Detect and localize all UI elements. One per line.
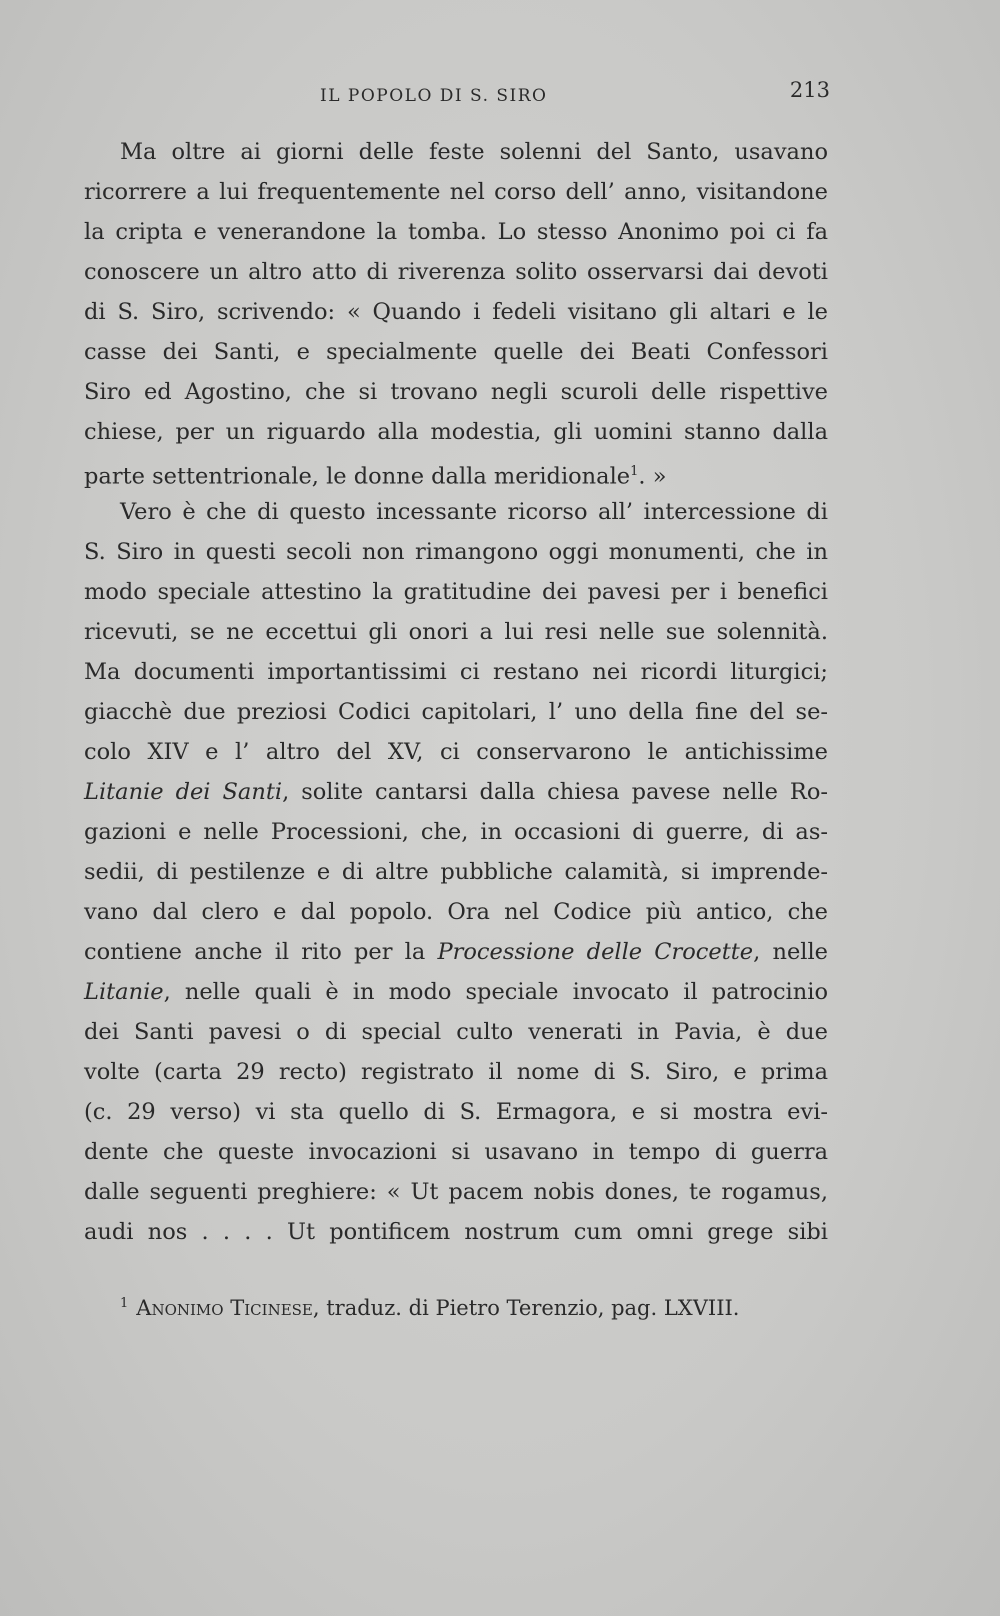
text-line: dei Santi pavesi o di special culto venerati in Pavia, è due [84, 1019, 828, 1045]
footnote [120, 1296, 820, 1320]
text-line: Vero è che di questo incessante ricorso all’ intercessione di [120, 499, 828, 525]
text-line [84, 932, 828, 972]
italic-title: Processione delle Crocette [437, 939, 754, 965]
text-line: di S. Siro, scrivendo: « Quando i fedeli visitano gli altari e le [84, 299, 828, 325]
italic-title: Litanie [84, 979, 164, 1005]
text-line: audi nos . . . . Ut pontificem nostrum cum omni grege sibi [84, 1219, 828, 1245]
text-line: volte (carta 29 recto) registrato il nome di S. Siro, e prima [84, 1059, 828, 1085]
text-line: Ma oltre ai giorni delle feste solenni del Santo, usavano [120, 139, 828, 165]
text-line: chiese, per un riguardo alla modestia, gli uomini stanno dalla [84, 419, 828, 445]
footnote-mark: 1 [120, 1296, 129, 1311]
text-line: conoscere un altro atto di riverenza solito osservarsi dai devoti [84, 259, 828, 285]
text-line: colo XIV e l’ altro del XV, ci conservarono le antichissime [84, 739, 828, 765]
text-line [84, 452, 828, 492]
running-title: IL POPOLO DI S. SIRO [320, 86, 548, 106]
text-line: giacchè due preziosi Codici capitolari, l’ uno della fine del se- [84, 699, 828, 725]
text-segment: contiene anche il rito per la [84, 939, 426, 965]
text-line [84, 972, 828, 1012]
text-line: S. Siro in questi secoli non rimangono oggi monumenti, che in [84, 539, 828, 565]
italic-title: Litanie dei Santi [84, 779, 283, 805]
text-line: sedii, di pestilenze e di altre pubbliche calamità, si imprende- [84, 859, 828, 885]
text-line: Siro ed Agostino, che si trovano negli scuroli delle rispettive [84, 379, 828, 405]
text-line: dente che queste invocazioni si usavano in tempo di guerra [84, 1139, 828, 1165]
text-segment: , solite cantarsi dalla chiesa pavese nelle Ro- [282, 779, 828, 805]
text-segment: , nelle [753, 939, 828, 965]
page-number: 213 [789, 78, 830, 102]
text-line: la cripta e venerandone la tomba. Lo stesso Anonimo poi ci fa [84, 219, 828, 245]
text-line: Ma documenti importantissimi ci restano nei ricordi liturgici; [84, 659, 828, 685]
text-segment: parte settentrionale, le donne dalla meridionale [84, 463, 631, 490]
text-line: dalle seguenti preghiere: « Ut pacem nobis dones, te rogamus, [84, 1179, 828, 1205]
text-line: ricorrere a lui frequentemente nel corso dell’ anno, visitandone [84, 179, 828, 205]
text-line: gazioni e nelle Processioni, che, in occasioni di guerre, di as- [84, 819, 828, 845]
footnote-reference[interactable]: 1 [630, 464, 639, 479]
text-line: modo speciale attestino la gratitudine dei pavesi per i benefici [84, 579, 828, 605]
text-line: casse dei Santi, e specialmente quelle dei Beati Confessori [84, 339, 828, 365]
footnote-author: Anonimo Ticinese [136, 1296, 313, 1320]
text-line: ricevuti, se ne eccettui gli onori a lui resi nelle sue solennità. [84, 619, 828, 645]
running-head [320, 78, 830, 108]
body-text [84, 132, 828, 1252]
closing-quote: . » [638, 463, 667, 490]
footnote-text: , traduz. di Pietro Terenzio, pag. LXVIII. [312, 1296, 740, 1320]
text-line [84, 772, 828, 812]
text-segment: , nelle quali è in modo speciale invocato il patrocinio [163, 979, 828, 1005]
text-line: vano dal clero e dal popolo. Ora nel Codice più antico, che [84, 899, 828, 925]
text-line: (c. 29 verso) vi sta quello di S. Ermagora, e si mostra evi- [84, 1099, 828, 1125]
